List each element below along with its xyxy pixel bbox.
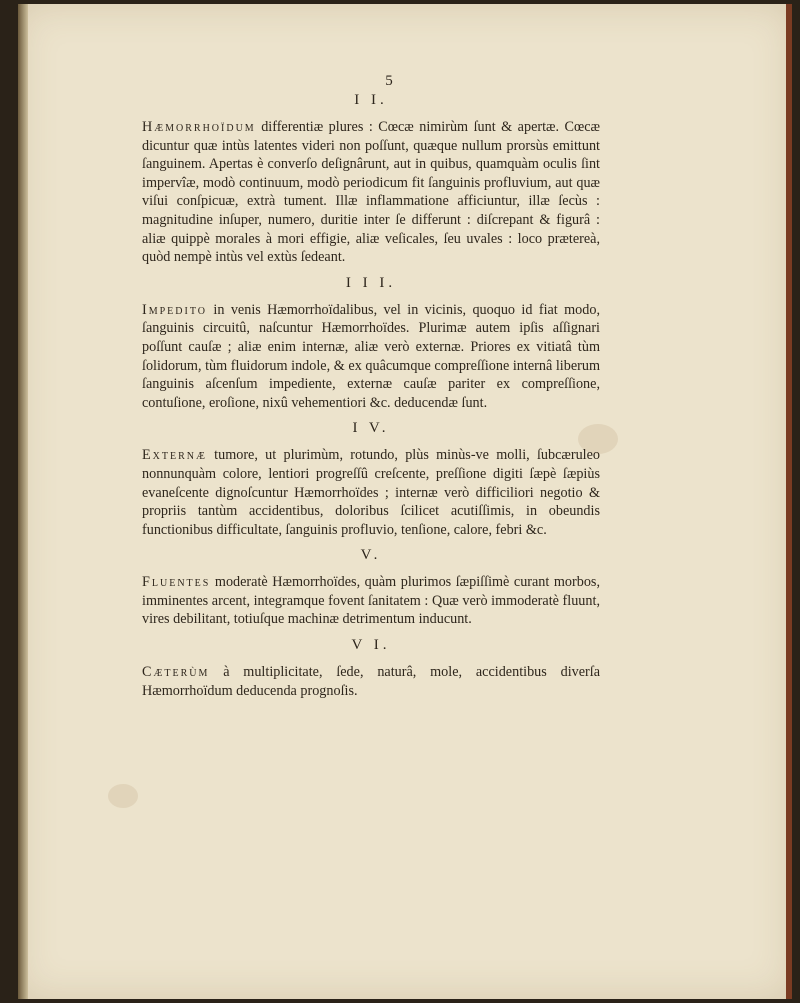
paragraph-lead: Externæ [142, 447, 207, 464]
paragraph-text: moderatè Hæmorrhoïdes, quàm plurimos ſæpiſſimè curant morbos, imminentes arcent, integramque fovent ſanitatem : Quæ verò immoderatè fluunt, vires debilitant, totiuſque machinæ detrimentum inducunt. [142, 574, 601, 628]
section-paragraph [142, 446, 600, 539]
section-paragraph [142, 118, 600, 267]
paragraph-text: in venis Hæmorrhoïdalibus, vel in vicinis, quoquo id fiat modo, ſanguinis circuitû, naſcuntur Hæmorrhoïdes. Plurimæ autem ipſis aſſignari poſſunt cauſæ ; aliæ enim internæ, aliæ verò externæ. Priores ex vitiatâ tùm ſolidorum, tùm fluidorum indole, & ex quâcumque compreſſione internâ liberum ſanguinis aſcenſum impediente, externæ cauſæ pariter ex compreſſione, contuſione, eroſione, nixû vehementiori &c. deducendæ ſunt. [142, 301, 601, 411]
paragraph-lead: Cæterùm [142, 664, 210, 681]
section-numeral: V. [360, 547, 382, 564]
page-spine [18, 4, 28, 999]
paper-stain [108, 784, 138, 808]
section-numeral: V I. [351, 637, 391, 654]
paragraph-lead: Hæmorrhoïdum [142, 119, 256, 135]
paragraph-lead: Impedito [142, 301, 207, 318]
section-paragraph [142, 573, 600, 629]
section-paragraph [142, 301, 600, 413]
page-content [142, 74, 600, 706]
page-edge [786, 4, 792, 999]
paragraph-text: à multiplicitate, ſede, naturâ, mole, accidentibus diverſa Hæmorrhoïdum deducenda prognoſis. [142, 664, 600, 699]
book-page [18, 4, 792, 999]
section-numeral: I I. [354, 92, 388, 108]
paragraph-lead: Fluentes [142, 574, 211, 591]
section-numeral: I V. [352, 420, 390, 437]
section-paragraph [142, 663, 600, 700]
paragraph-text: differentiæ plures : Cœcæ nimirùm ſunt & apertæ. Cœcæ dicuntur quæ intùs latentes videri non poſſunt, quæque nullum prorsùs emittunt ſanguinem. Apertas è converſo deſignârunt, aut in quibus, quamquàm oculis ſint impervîæ, modò continuum, modò periodicum fit ſanguinis profluvium, aut quæ viſui conſpicuæ, extrà tument. Illæ inflammatione afficiuntur, illæ ſecùs : magnitudine inſuper, numero, duritie inter ſe differunt : diſcrepant & figurâ : aliæ quippè morales à mori effigie, aliæ veſicales, ſeu uvales : loco prætereà, quòd nempè intùs vel extùs ſedeant. [142, 119, 600, 266]
paragraph-text: tumore, ut plurimùm, rotundo, plùs minùs-ve molli, ſubcæruleo nonnunquàm colore, lentiori progreſſû creſcente, preſſione digiti ſæpè ſæpiùs evaneſcente dignoſcuntur Hæmorrhoïdes ; internæ verò difficiliori negotio & propriis tantùm accidentibus, doloribus ſcilicet acutiſſimis, in obeundis functionibus difficultate, ſanguinis profluvio, tenſione, calore, febri &c. [142, 447, 601, 538]
section-numeral: I I I. [345, 274, 397, 291]
page-mark: 5 [385, 73, 393, 89]
